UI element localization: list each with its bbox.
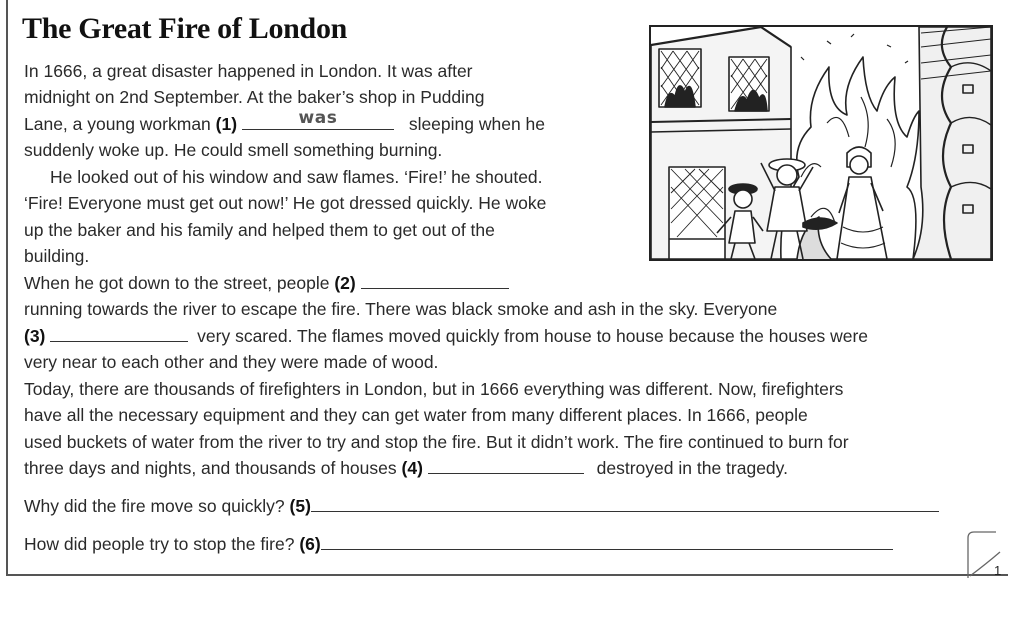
question-text: How did people try to stop the fire? xyxy=(24,534,295,554)
gap-number-4: (4) xyxy=(401,458,423,478)
answer-blank-1[interactable] xyxy=(242,108,394,130)
text-segment: sleeping when he xyxy=(408,114,546,134)
text-line: running towards the river to escape the fire. There was black smoke and ash in the sky. Everyone xyxy=(24,299,778,319)
text-line: used buckets of water from the river to try and stop the fire. But it didn’t work. The fire continued to burn for xyxy=(24,432,849,452)
text-line: midnight on 2nd September. At the baker’s shop in Pudding xyxy=(24,87,485,107)
gap-number-1: (1) xyxy=(215,114,238,134)
answer-blank-4[interactable] xyxy=(428,457,584,474)
text-line: up the baker and his family and helped them to get out of the xyxy=(24,220,495,240)
text-line: In 1666, a great disaster happened in London. It was after xyxy=(24,61,473,81)
text-line: Today, there are thousands of firefighters in London, but in 1666 everything was different. Now, firefighters xyxy=(24,379,844,399)
text-line xyxy=(24,325,868,347)
text-line xyxy=(24,272,509,294)
question-5 xyxy=(24,495,939,517)
text-line: very near to each other and they were made of wood. xyxy=(24,352,439,372)
text-segment: very scared. The flames moved quickly from house to house because the houses were xyxy=(197,326,869,346)
answer-line-6[interactable] xyxy=(321,533,893,550)
question-6 xyxy=(24,533,893,555)
answer-blank-2[interactable] xyxy=(361,272,509,289)
question-number-6: (6) xyxy=(299,534,321,554)
burning-street-illustration xyxy=(649,25,993,261)
text-line: have all the necessary equipment and they can get water from many different places. In 1666, people xyxy=(24,405,808,425)
page-title: The Great Fire of London xyxy=(22,12,348,45)
text-line: He looked out of his window and saw flames. ‘Fire!’ he shouted. xyxy=(50,167,543,187)
text-segment: When he got down to the street, people xyxy=(24,273,330,293)
answer-text-1: was xyxy=(298,108,338,128)
text-segment: destroyed in the tragedy. xyxy=(596,458,788,478)
answer-blank-3[interactable] xyxy=(50,325,188,342)
text-line xyxy=(24,457,788,479)
text-line: ‘Fire! Everyone must get out now!’ He got dressed quickly. He woke xyxy=(24,193,547,213)
text-segment: three days and nights, and thousands of houses xyxy=(24,458,397,478)
gap-number-2: (2) xyxy=(334,273,356,293)
text-line xyxy=(24,108,546,135)
page-number: 1 xyxy=(994,563,1002,578)
gap-number-3: (3) xyxy=(24,326,46,346)
question-text: Why did the fire move so quickly? xyxy=(24,496,285,516)
question-number-5: (5) xyxy=(289,496,311,516)
text-line: building. xyxy=(24,246,90,266)
text-segment: Lane, a young workman xyxy=(24,114,211,134)
text-line: suddenly woke up. He could smell something burning. xyxy=(24,140,443,160)
answer-line-5[interactable] xyxy=(311,495,939,512)
